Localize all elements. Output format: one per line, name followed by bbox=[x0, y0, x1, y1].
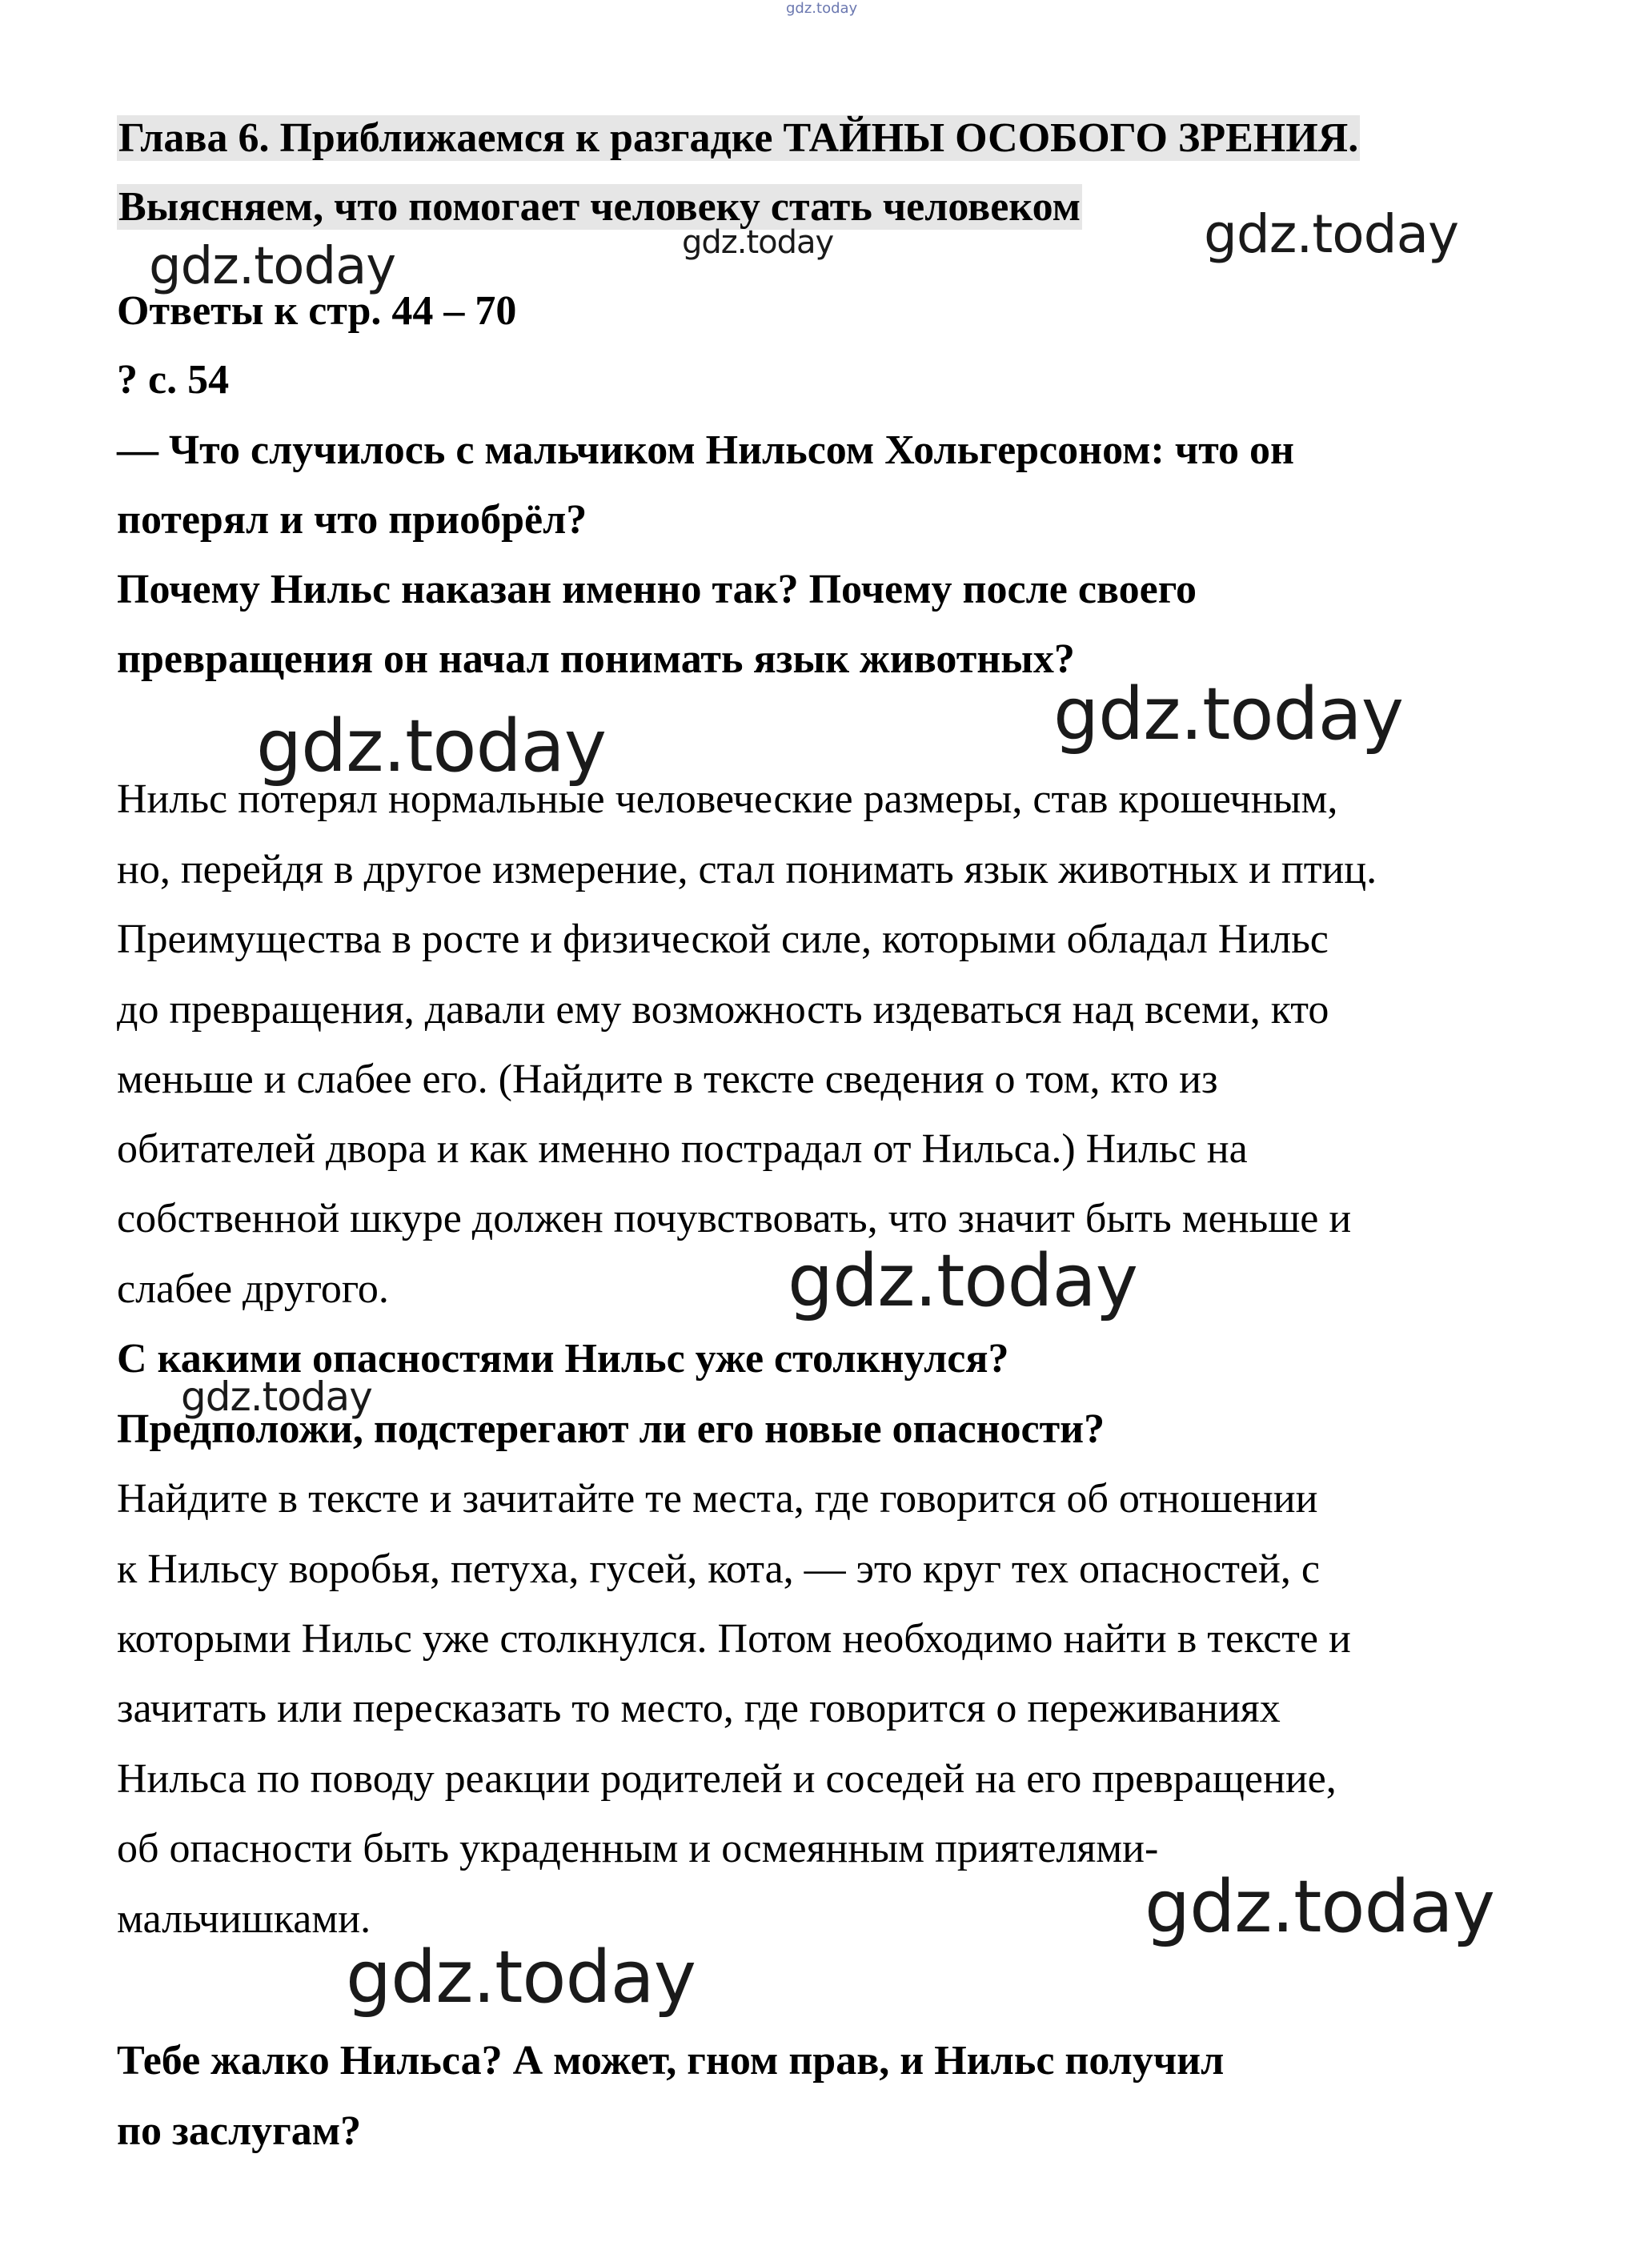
heading-line-2 bbox=[117, 182, 1082, 232]
answer-2-line-2: к Нильсу воробья, петуха, гусей, кота, — это круг тех опасностей, с bbox=[117, 1546, 1320, 1592]
question-2-line-1: С какими опасностями Нильс уже столкнулся? bbox=[117, 1336, 1009, 1382]
answer-2-line-3: которыми Нильс уже столкнулся. Потом необходимо найти в тексте и bbox=[117, 1616, 1351, 1662]
heading-line-1 bbox=[117, 114, 1360, 163]
question-1-line-2: потерял и что приобрёл? bbox=[117, 497, 587, 543]
page-reference: ? с. 54 bbox=[117, 357, 230, 403]
answers-label: Ответы к стр. 44 – 70 bbox=[117, 288, 517, 334]
answer-1-line-8: слабее другого. bbox=[117, 1266, 389, 1312]
watermark: gdz.today bbox=[346, 1935, 696, 2019]
heading-text-1: Глава 6. Приближаемся к разгадке ТАЙНЫ ОСОБОГО ЗРЕНИЯ. bbox=[118, 115, 1359, 161]
answer-1-line-4: до превращения, давали ему возможность издеваться над всеми, кто bbox=[117, 987, 1329, 1033]
watermark: gdz.today bbox=[181, 1374, 372, 1420]
answer-1-line-7: собственной шкуре должен почувствовать, что значит быть меньше и bbox=[117, 1196, 1352, 1241]
answer-1-line-5: меньше и слабее его. (Найдите в тексте сведения о том, кто из bbox=[117, 1057, 1218, 1102]
question-1-line-3: Почему Нильс наказан именно так? Почему после своего bbox=[117, 567, 1197, 612]
watermark: gdz.today bbox=[256, 704, 607, 788]
answer-2-line-1: Найдите в тексте и зачитайте те места, где говорится об отношении bbox=[117, 1476, 1318, 1522]
question-1-line-4: превращения он начал понимать язык животных? bbox=[117, 636, 1075, 682]
question-3-line-1: Тебе жалко Нильса? А может, гном прав, и Нильс получил bbox=[117, 2038, 1225, 2084]
watermark: gdz.today bbox=[1145, 1865, 1495, 1949]
answer-1-line-6: обитателей двора и как именно пострадал от Нильса.) Нильс на bbox=[117, 1126, 1248, 1172]
answer-2-line-7: мальчишками. bbox=[117, 1896, 371, 1942]
answer-2-line-6: об опасности быть украденным и осмеянным приятелями- bbox=[117, 1826, 1159, 1871]
answer-1-line-3: Преимущества в росте и физической силе, которыми обладал Нильс bbox=[117, 916, 1329, 962]
answer-2-line-4: зачитать или пересказать то место, где говорится о переживаниях bbox=[117, 1686, 1281, 1731]
question-1-line-1: — Что случилось с мальчиком Нильсом Хольгерсоном: что он bbox=[117, 427, 1295, 473]
answer-1-line-2: но, перейдя в другое измерение, стал понимать язык животных и птиц. bbox=[117, 847, 1377, 892]
question-3-line-2: по заслугам? bbox=[117, 2108, 362, 2154]
watermark: gdz.today bbox=[1204, 203, 1459, 265]
heading-text-2: Выясняем, что помогает человеку стать человеком bbox=[118, 184, 1081, 230]
watermark-top: gdz.today bbox=[786, 0, 858, 17]
watermark: gdz.today bbox=[149, 237, 396, 296]
watermark: gdz.today bbox=[788, 1239, 1138, 1323]
watermark: gdz.today bbox=[1053, 672, 1404, 756]
watermark: gdz.today bbox=[682, 224, 834, 261]
answer-1-line-1: Нильс потерял нормальные человеческие размеры, став крошечным, bbox=[117, 776, 1338, 822]
answer-2-line-5: Нильса по поводу реакции родителей и соседей на его превращение, bbox=[117, 1756, 1337, 1802]
question-2-line-2: Предположи, подстерегают ли его новые опасности? bbox=[117, 1406, 1105, 1452]
